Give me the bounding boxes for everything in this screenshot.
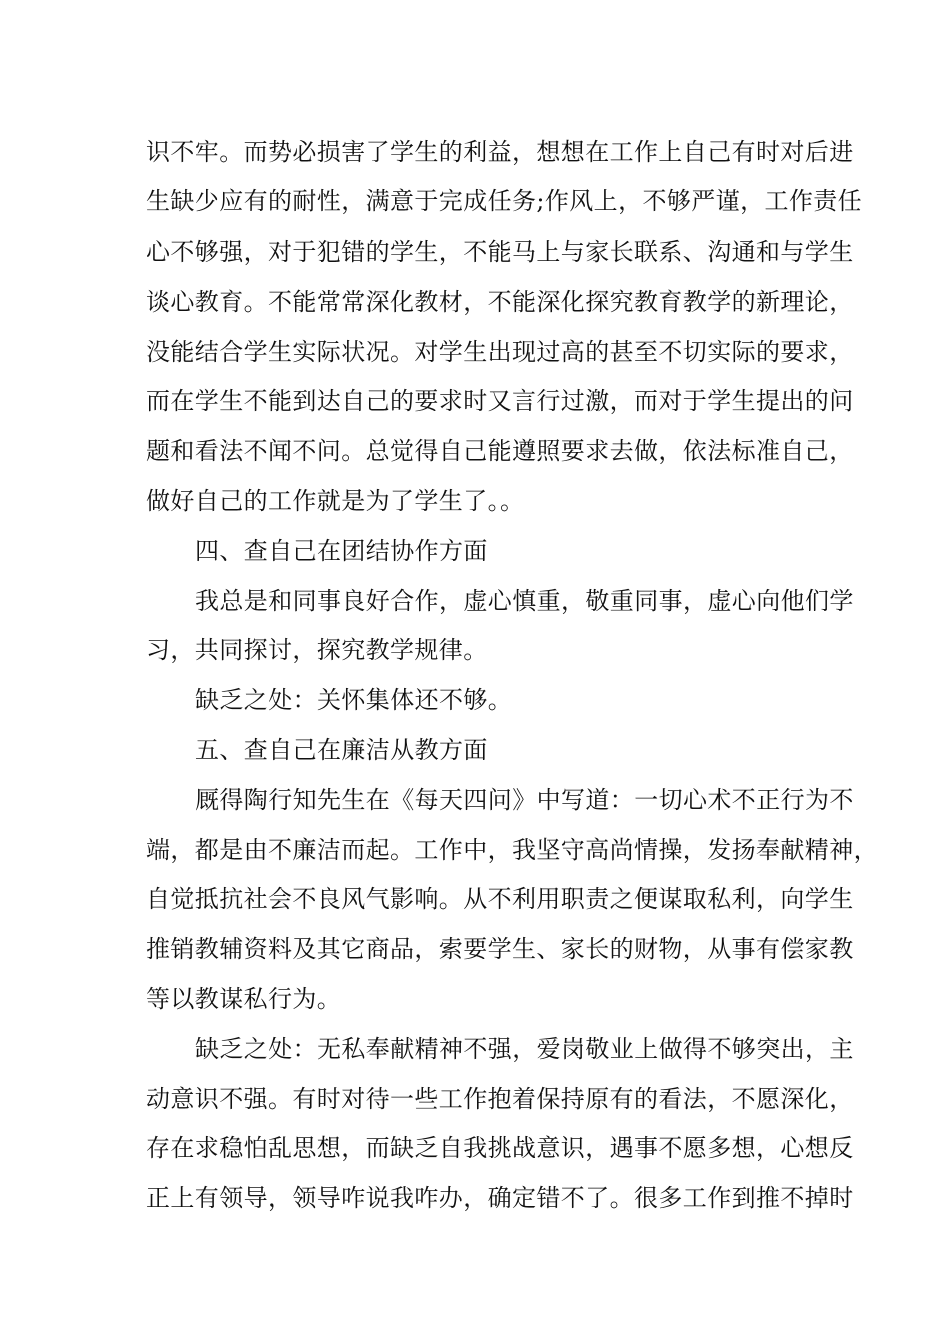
body-text-line: 动意识不强。有时对待一些工作抱着保持原有的看法，不愿深化，	[146, 1085, 854, 1113]
body-text-line: 没能结合学生实际状况。对学生出现过高的甚至不切实际的要求，	[146, 338, 854, 366]
body-text-line: 生缺少应有的耐性，满意于完成任务;作风上，不够严谨，工作责任	[146, 187, 863, 215]
body-text-line: 推销教辅资料及其它商品，索要学生、家长的财物，从事有偿家教	[146, 935, 854, 963]
body-text-line: 心不够强，对于犯错的学生，不能马上与家长联系、沟通和与学生	[146, 238, 854, 266]
body-text-line: 而在学生不能到达自己的要求时又言行过激，而对于学生提出的问	[146, 387, 854, 415]
body-text-line: 缺乏之处：无私奉献精神不强，爱岗敬业上做得不够突出，主	[195, 1035, 854, 1063]
body-text-line: 自觉抵抗社会不良风气影响。从不利用职责之便谋取私利，向学生	[146, 885, 854, 913]
body-text-line: 做好自己的工作就是为了学生了。。	[146, 487, 525, 515]
section-heading: 四、查自己在团结协作方面	[195, 537, 488, 565]
body-text-line: 存在求稳怕乱思想，而缺乏自我挑战意识，遇事不愿多想，心想反	[146, 1134, 854, 1162]
body-text-line: 谈心教育。不能常常深化教材，不能深化探究教育教学的新理论，	[146, 288, 854, 316]
body-text-line: 题和看法不闻不问。总觉得自己能遵照要求去做，依法标准自己，	[146, 437, 854, 465]
body-text-line: 缺乏之处：关怀集体还不够。	[195, 686, 513, 714]
body-text-line: 我总是和同事良好合作，虚心慎重，敬重同事，虚心向他们学	[195, 587, 854, 615]
body-text-line: 习，共同探讨，探究教学规律。	[146, 636, 488, 664]
body-text-line: 等以教谋私行为。	[146, 985, 342, 1013]
body-text-line: 端，都是由不廉洁而起。工作中，我坚守高尚情操，发扬奉献精神，	[146, 836, 878, 864]
body-text-line: 厩得陶行知先生在《每天四问》中写道：一切心术不正行为不	[195, 786, 854, 814]
body-text-line: 正上有领导，领导咋说我咋办，确定错不了。很多工作到推不掉时	[146, 1184, 854, 1212]
section-heading: 五、查自己在廉洁从教方面	[195, 736, 488, 764]
body-text-line: 识不牢。而势必损害了学生的利益，想想在工作上自己有时对后进	[146, 138, 854, 166]
